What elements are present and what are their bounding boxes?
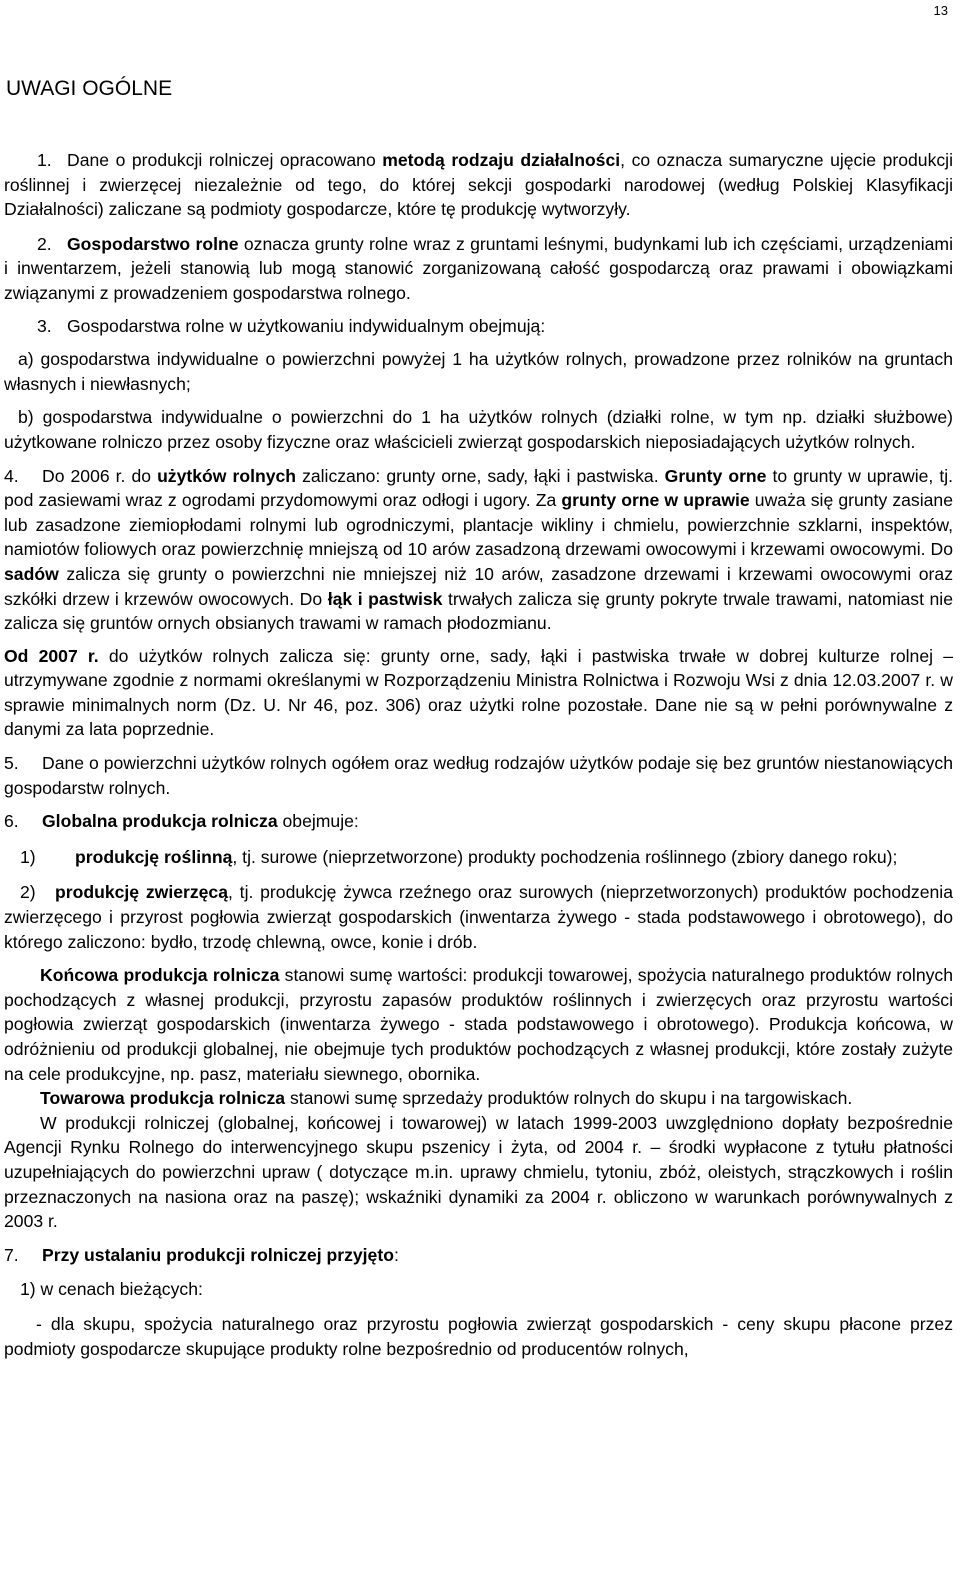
paragraph-7-number: 7. xyxy=(4,1244,19,1265)
paragraph-3-item-b xyxy=(4,405,953,454)
p4-text-2: zaliczano: grunty orne, sady, łąki i pastwiska. xyxy=(296,465,665,486)
paragraph-7-dash-1 xyxy=(4,1312,953,1361)
paragraph-4-from-2007 xyxy=(4,644,953,742)
p6-item-2-bold: produkcję zwierzęcą xyxy=(55,882,229,903)
p7-text-1: : xyxy=(393,1244,399,1265)
p6-bold-1: Globalna produkcja rolnicza xyxy=(42,811,278,832)
paragraph-7-item-1 xyxy=(4,1277,953,1302)
paragraph-7 xyxy=(4,1243,953,1268)
paragraph-6-market-production xyxy=(4,1086,953,1111)
paragraph-3-item-a xyxy=(4,347,953,396)
p4-text-3: to grunty w uprawie, tj. pod zasiewami wraz z ogrodami przydomowymi oraz odłogi i ugory. Za xyxy=(4,465,954,511)
p4-bold-4: sadów xyxy=(4,563,59,584)
paragraph-6-subsidies xyxy=(4,1111,953,1234)
paragraph-4 xyxy=(4,464,953,636)
p6-market-text: stanowi sumę sprzedaży produktów rolnych do skupu i na targowiskach. xyxy=(285,1088,853,1109)
paragraph-5 xyxy=(4,751,953,800)
p4-bold-5: łąk i pastwisk xyxy=(327,588,443,609)
paragraph-6-item-2 xyxy=(4,880,953,954)
p7-bold-1: Przy ustalaniu produkcji rolniczej przyjęto xyxy=(42,1244,394,1265)
p7-item-1-text: 1) w cenach bieżących: xyxy=(20,1279,203,1300)
p1-text-1: Dane o produkcji rolniczej opracowano xyxy=(67,150,383,170)
paragraph-1-number: 1. xyxy=(37,150,52,170)
p6-final-text: stanowi sumę wartości: produkcji towarowej, spożycia naturalnego produktów rolnych pochodzących z własnej produkcji, przyrostu zapasów produktów roślinnych i zwierzęcych oraz przyrostu wartości pogłowia zwierząt gospodarskich (inwentarza żywego - stada podstawowego i obrotowego). Produkcja końcowa, w odróżnieniu od produkcji globalnej, nie obejmuje tych produktów pochodzących z własnej produkcji, które zostały zużyte na cele produkcyjne, np. pasz, materiału siewnego, obornika. xyxy=(4,965,953,1084)
p7-dash-1-text: - dla skupu, spożycia naturalnego oraz przyrostu pogłowia zwierząt gospodarskich - ceny skupu płacone przez podmioty gospodarcze skupujące produkty rolne bezpośrednio od producentów rolnych, xyxy=(4,1313,953,1359)
p4-bold-6: Od 2007 r. xyxy=(4,645,99,666)
p5-text-1: Dane o powierzchni użytków rolnych ogółem oraz według rodzajów użytków podaje się bez gruntów niestanowiących gospodarstw rolnych. xyxy=(4,753,953,798)
p6-text-1: obejmuje: xyxy=(277,811,359,832)
paragraph-3-number: 3. xyxy=(37,315,52,336)
p4-text-6: trwałych zalicza się grunty pokryte trwale trawami, natomiast nie zalicza się gruntów ornych obsianych trawami w ramach płodozmianu. xyxy=(4,588,953,634)
paragraph-5-number: 5. xyxy=(4,753,19,774)
p6-item-2-text: , tj. produkcję żywca rzeźnego oraz surowych (nieprzetworzonych) produktów pochodzenia zwierzęcego i przyrost pogłowia zwierząt gospodarskich (inwentarza żywego - stada podstawowego i obrotowego), do którego zaliczono: bydło, trzodę chlewną, owce, konie i drób. xyxy=(4,882,953,952)
paragraph-2-number: 2. xyxy=(37,233,52,254)
p4-bold-1: użytków rolnych xyxy=(157,465,297,486)
paragraph-6-final-production xyxy=(4,963,953,1086)
p6-item-1-text: , tj. surowe (nieprzetworzone) produkty pochodzenia roślinnego (zbiory danego roku); xyxy=(232,846,898,867)
p6-item-1-number: 1) xyxy=(20,846,36,867)
p6-item-1-bold: produkcję roślinną xyxy=(75,846,233,867)
p2-text-1: oznacza grunty rolne wraz z gruntami leśnymi, budynkami lub ich częściami, urządzeniami i inwentarzem, jeżeli stanowią lub mogą stanowić zorganizowaną całość gospodarczą oraz prawami i obowiązkami związanymi z prowadzeniem gospodarstwa rolnego. xyxy=(4,233,953,303)
p4-text-4: uważa się grunty zasiane lub zasadzone ziemiopłodami rolnymi lub ogrodniczymi, plantacje wikliny i chmielu, powierzchnie szklarni, inspektów, namiotów foliowych oraz powierzchnię mniejszą od 10 arów zasadzoną drzewami owocowymi i krzewami owocowymi. Do xyxy=(4,490,953,560)
paragraph-4-number: 4. xyxy=(4,465,19,486)
document-body xyxy=(4,148,953,1361)
paragraph-6-item-1 xyxy=(4,845,953,870)
p3-item-b-text: b) gospodarstwa indywidualne o powierzchni do 1 ha użytków rolnych (działki rolne, w tym np. działki służbowe) użytkowane rolniczo przez osoby fizyczne oraz właścicieli zwierząt gospodarskich nieposiadających użytków rolnych. xyxy=(4,407,953,452)
p1-bold-1: metodą rodzaju działalności xyxy=(382,150,621,170)
p2-bold-1: Gospodarstwo rolne xyxy=(67,233,239,254)
page-number: 13 xyxy=(933,3,948,18)
p1-text-2: , co oznacza sumaryczne ujęcie produkcji roślinnej i zwierzęcej niezależnie od tego, do której sekcji gospodarki narodowej (według Polskiej Klasyfikacji Działalności) zaliczane są podmioty gospodarcze, które tę produkcję wytworzyły. xyxy=(4,150,953,220)
paragraph-2 xyxy=(4,232,953,306)
p3-item-a-text: a) gospodarstwa indywidualne o powierzchni powyżej 1 ha użytków rolnych, prowadzone przez rolników na gruntach własnych i niewłasnych; xyxy=(4,349,953,394)
page-heading: UWAGI OGÓLNE xyxy=(6,77,173,100)
p4-text-7: do użytków rolnych zalicza się: grunty orne, sady, łąki i pastwiska trwałe w dobrej kulturze rolnej – utrzymywane zgodnie z normami określanymi w Rozporządzeniu Ministra Rolnictwa i Rozwoju Wsi z dnia 12.03.2007 r. w sprawie minimalnych norm (Dz. U. Nr 46, poz. 306) oraz użytki rolne pozostałe. Dane nie są w pełni porównywalne z danymi za lata poprzednie. xyxy=(4,645,953,740)
paragraph-3 xyxy=(4,314,953,339)
p6-subsidies-text: W produkcji rolniczej (globalnej, końcowej i towarowej) w latach 1999-2003 uwzględniono dopłaty bezpośrednie Agencji Rynku Rolnego do interwencyjnego skupu pszenicy i żyta, od 2004 r. – środki wypłacone z tytułu płatności uzupełniających do powierzchni upraw ( dotyczące m.in. uprawy chmielu, tytoniu, zbóż, oleistych, strączkowych i roślin przeznaczonych na nasiona oraz na paszę); wskaźniki dynamiki za 2004 r. obliczono w warunkach porównywalnych z 2003 r. xyxy=(4,1112,953,1232)
p6-final-bold: Końcowa produkcja rolnicza xyxy=(40,965,280,986)
p4-bold-2: Grunty orne xyxy=(664,465,767,486)
p6-item-2-number: 2) xyxy=(20,882,36,903)
p4-bold-3: grunty orne w uprawie xyxy=(561,490,750,511)
paragraph-6 xyxy=(4,809,953,834)
p3-text-1: Gospodarstwa rolne w użytkowaniu indywidualnym obejmują: xyxy=(67,315,546,336)
p4-text-1: Do 2006 r. do xyxy=(42,465,158,486)
p4-text-5: zalicza się grunty o powierzchni nie mniejszej niż 10 arów, zasadzone drzewami i krzewami owocowymi oraz szkółki drzew i krzewów owocowych. Do xyxy=(4,563,953,609)
p6-market-bold: Towarowa produkcja rolnicza xyxy=(40,1088,286,1109)
paragraph-1 xyxy=(4,148,953,222)
paragraph-6-number: 6. xyxy=(4,811,19,832)
